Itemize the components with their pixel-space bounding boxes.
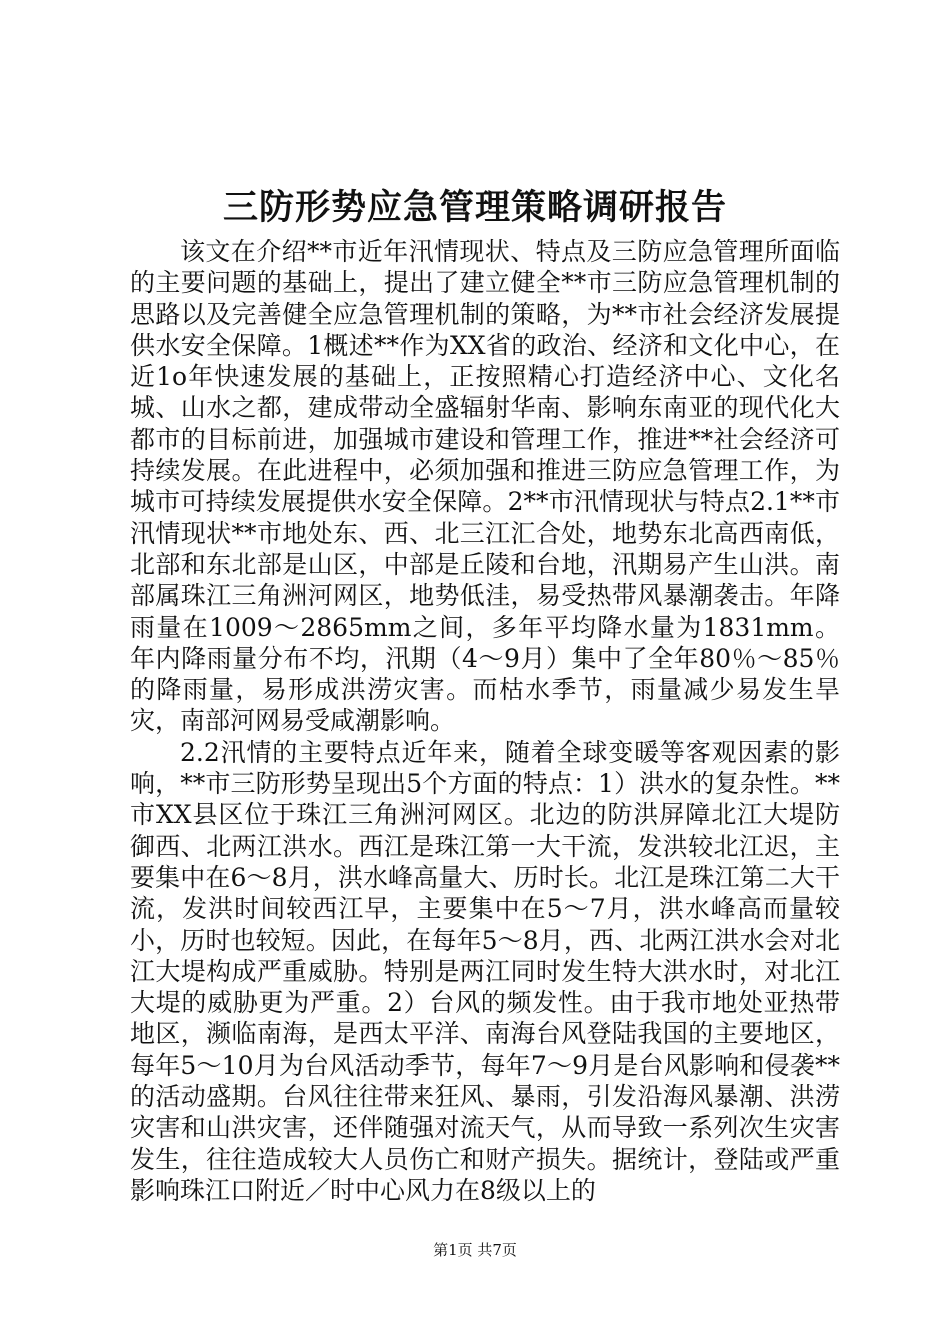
page-footer: 第1页 共7页 (433, 1241, 517, 1259)
document-body (130, 236, 840, 1206)
paragraph-2: 2.2汛情的主要特点近年来，随着全球变暖等客观因素的影响，**市三防形势呈现出5个方面的特点：1）洪水的复杂性。**市XX县区位于珠江三角洲河网区。北边的防洪屏障北江大堤防御西、北两江洪水。西江是珠江第一大干流，发洪较北江迟，主要集中在6～8月，洪水峰高量大、历时长。北江是珠江第二大干流，发洪时间较西江早，主要集中在5～7月，洪水峰高而量较小，历时也较短。因此，在每年5～8月，西、北两江洪水会对北江大堤构成严重威胁。特别是两江同时发生特大洪水时，对北江大堤的威胁更为严重。2）台风的频发性。由于我市地处亚热带地区，濒临南海，是西太平洋、南海台风登陆我国的主要地区，每年5～10月为台风活动季节，每年7～9月是台风影响和侵袭**的活动盛期。台风往往带来狂风、暴雨，引发沿海风暴潮、洪涝灾害和山洪灾害，还伴随强对流天气，从而导致一系列次生灾害发生，往往造成较大人员伤亡和财产损失。据统计，登陆或严重影响珠江口附近／时中心风力在8级以上的 (130, 737, 840, 1205)
document-title: 三防形势应急管理策略调研报告 (222, 187, 727, 228)
paragraph-1: 该文在介绍**市近年汛情现状、特点及三防应急管理所面临的主要问题的基础上，提出了建立健全**市三防应急管理机制的思路以及完善健全应急管理机制的策略，为**市社会经济发展提供水安全保障。1概述**作为XX省的政治、经济和文化中心，在近1o年快速发展的基础上，正按照精心打造经济中心、文化名城、山水之都，建成带动全盛辐射华南、影响东南亚的现代化大都市的目标前进，加强城市建设和管理工作，推进**社会经济可持续发展。在此进程中，必须加强和推进三防应急管理工作，为城市可持续发展提供水安全保障。2**市汛情现状与特点2.1**市汛情现状**市地处东、西、北三江汇合处，地势东北高西南低，北部和东北部是山区，中部是丘陵和台地，汛期易产生山洪。南部属珠江三角洲河网区，地势低洼，易受热带风暴潮袭击。年降雨量在1009～2865mm之间，多年平均降水量为1831mm。年内降雨量分布不均，汛期（4～9月）集中了全年80％～85％的降雨量，易形成洪涝灾害。而枯水季节，雨量减少易发生旱灾，南部河网易受咸潮影响。 (130, 237, 840, 736)
